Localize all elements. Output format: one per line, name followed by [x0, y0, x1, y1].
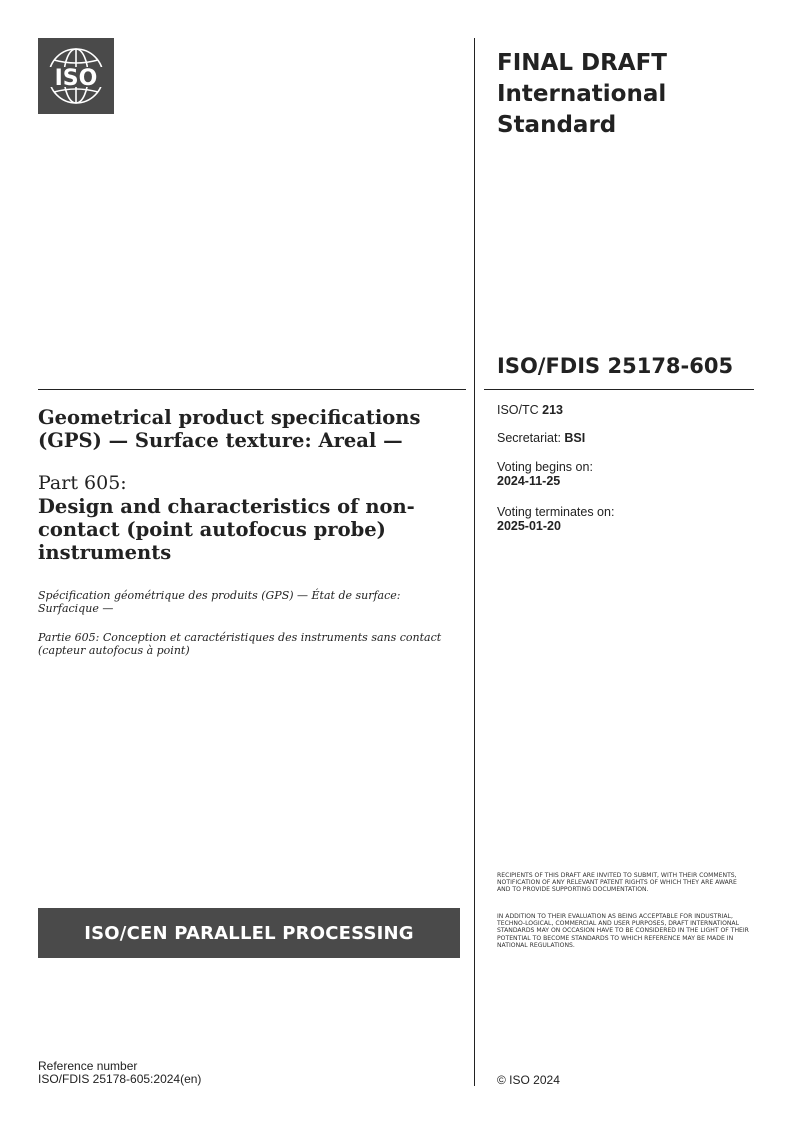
secretariat: Secretariat: BSI — [497, 431, 586, 445]
main-title: Geometrical product specifications (GPS) — Surface texture: Areal — — [38, 406, 421, 452]
title-divider-right — [484, 389, 754, 390]
voting-begins: Voting begins on: 2024-11-25 — [497, 460, 593, 488]
doc-type-line3: Standard — [497, 112, 617, 138]
column-divider — [474, 38, 475, 1086]
document-type — [497, 48, 667, 141]
iso-globe-icon — [38, 38, 114, 114]
parallel-processing-banner: ISO/CEN PARALLEL PROCESSING — [38, 908, 460, 958]
french-main-title: Spécification géométrique des produits (GPS) — État de surface: Surfacique — — [38, 589, 401, 615]
title-divider-left — [38, 389, 466, 390]
iso-logo — [38, 38, 114, 114]
copyright: © ISO 2024 — [497, 1073, 560, 1087]
reference-number: Reference number ISO/FDIS 25178-605:2024(en) — [38, 1059, 202, 1086]
regulation-notice: IN ADDITION TO THEIR EVALUATION AS BEING ACCEPTABLE FOR INDUSTRIAL, TECHNO-LOGICAL, COMMERCIAL AND USER PURPOSES, DRAFT INTERNATIONAL STANDARDS MAY ON OCCASION HAVE TO BE CONSIDERED IN THE LIGHT OF THEIR POTENTIAL TO BECOME STANDARDS TO WHICH REFERENCE MAY BE MADE IN NATIONAL REGULATIONS. — [497, 913, 749, 949]
french-part-title: Partie 605: Conception et caractéristiques des instruments sans contact (capteur autofocus à point) — [38, 631, 442, 657]
patent-notice: RECIPIENTS OF THIS DRAFT ARE INVITED TO SUBMIT, WITH THEIR COMMENTS, NOTIFICATION OF ANY RELEVANT PATENT RIGHTS OF WHICH THEY ARE AWARE AND TO PROVIDE SUPPORTING DOCUMENTATION. — [497, 872, 737, 894]
voting-terminates: Voting terminates on: 2025-01-20 — [497, 505, 615, 533]
committee: ISO/TC 213 — [497, 403, 564, 417]
document-number: ISO/FDIS 25178-605 — [497, 354, 734, 378]
doc-type-line1: FINAL DRAFT — [497, 50, 667, 76]
part-label: Part 605: — [38, 472, 127, 494]
part-title: Design and characteristics of non-contact (point autofocus probe) instruments — [38, 495, 415, 564]
svg-text:ISO: ISO — [54, 66, 98, 91]
doc-type-line2: International — [497, 81, 667, 107]
